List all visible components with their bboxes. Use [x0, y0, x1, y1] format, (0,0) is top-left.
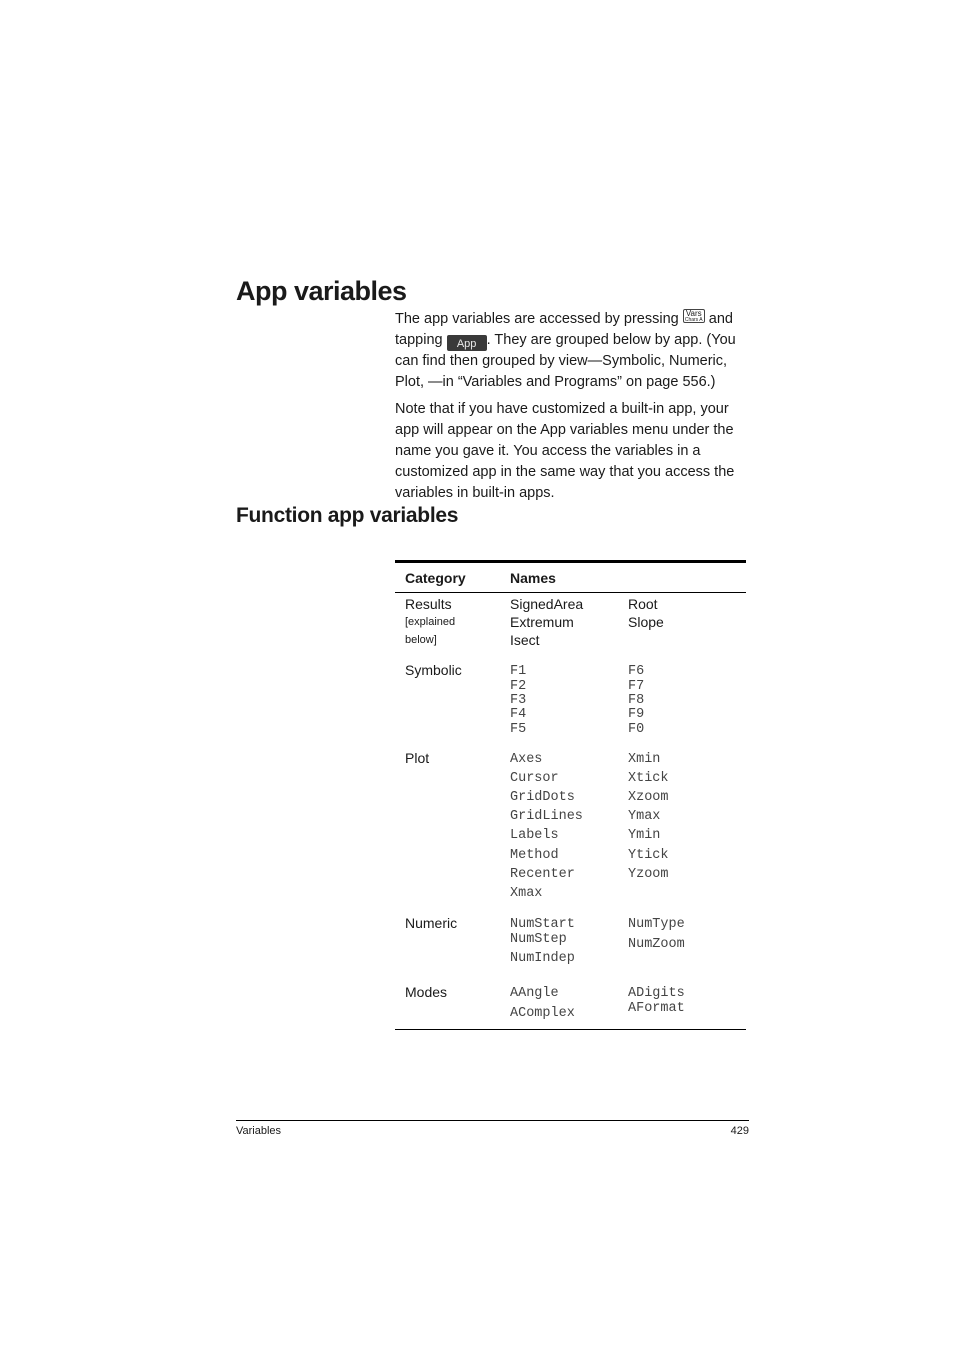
vars-key-icon — [683, 309, 705, 323]
list-item: F2 — [510, 679, 527, 694]
header-category: Category — [405, 570, 466, 586]
list-item: Ymax — [628, 809, 661, 824]
category-plot: Plot — [405, 750, 430, 766]
list-item: Axes — [510, 752, 543, 767]
list-item: GridDots — [510, 790, 575, 805]
page-title: App variables — [236, 276, 407, 306]
list-item: F8 — [628, 693, 645, 708]
list-item: Labels — [510, 828, 559, 843]
list-item: F1 — [510, 664, 527, 679]
table-header — [395, 563, 746, 593]
list-item: SignedArea — [510, 596, 584, 612]
list-item: Xmin — [628, 752, 661, 767]
list-item: Recenter — [510, 867, 575, 882]
intro-paragraph-2: Note that if you have customized a built-in app, your app will appear on the App variables menu under the name you gave it. You access the variables in a customized app in the same way that you access the variables in built-in apps. — [395, 401, 735, 501]
intro-text-c: tapping — [395, 332, 443, 348]
list-item: NumStart — [510, 917, 575, 932]
list-item: F0 — [628, 722, 645, 737]
list-item: Slope — [628, 614, 664, 630]
list-item: NumStep — [510, 932, 567, 947]
header-names: Names — [510, 570, 556, 586]
intro-text-d: . They are grouped below by app. (You can find then grouped by view—Symbolic, Numeric, Plot, —in “Variables and Programs” on page 556.) — [395, 332, 736, 390]
list-item: NumIndep — [510, 951, 575, 966]
list-item: Root — [628, 596, 658, 612]
list-item: Method — [510, 848, 559, 863]
list-item: F6 — [628, 664, 645, 679]
intro-text-b: and — [708, 311, 733, 327]
list-item: F3 — [510, 693, 527, 708]
list-item: NumType — [628, 917, 685, 932]
list-item: Xmax — [510, 886, 543, 901]
intro-paragraph-1 — [395, 309, 750, 393]
list-item: Extremum — [510, 614, 574, 630]
list-item: AComplex — [510, 1006, 575, 1021]
list-item: AAngle — [510, 986, 559, 1001]
section-title: Function app variables — [236, 504, 459, 527]
page-number: 429 — [730, 1125, 749, 1137]
category-modes: Modes — [405, 984, 448, 1000]
list-item: F4 — [510, 707, 527, 722]
list-item: AFormat — [628, 1001, 685, 1016]
list-item: Ymin — [628, 828, 661, 843]
list-item: Cursor — [510, 771, 559, 786]
list-item: F9 — [628, 707, 645, 722]
intro-text — [395, 309, 750, 510]
variables-table — [395, 560, 746, 1021]
list-item: ADigits — [628, 986, 685, 1001]
list-item: Yzoom — [628, 867, 669, 882]
vars-key-label: Vars — [685, 309, 702, 318]
footer-rule — [236, 1120, 749, 1121]
vars-key-sublabel: Chars A — [684, 317, 703, 323]
list-item: Xtick — [628, 771, 669, 786]
list-item: F7 — [628, 679, 645, 694]
table-bottom-rule — [395, 1029, 746, 1030]
list-item: NumZoom — [628, 937, 685, 952]
intro-text-a: The app variables are accessed by pressing — [395, 311, 679, 327]
list-item: Ytick — [628, 848, 669, 863]
results-note-1: [explained — [405, 616, 456, 628]
footer-section: Variables — [236, 1125, 282, 1137]
results-note-2: below] — [405, 634, 437, 646]
list-item: F5 — [510, 722, 527, 737]
app-key-icon: App — [447, 335, 487, 351]
category-results: Results — [405, 596, 452, 612]
category-symbolic: Symbolic — [405, 662, 462, 678]
list-item: Xzoom — [628, 790, 669, 805]
list-item: Isect — [510, 632, 540, 648]
category-numeric: Numeric — [405, 915, 458, 931]
list-item: GridLines — [510, 809, 583, 824]
